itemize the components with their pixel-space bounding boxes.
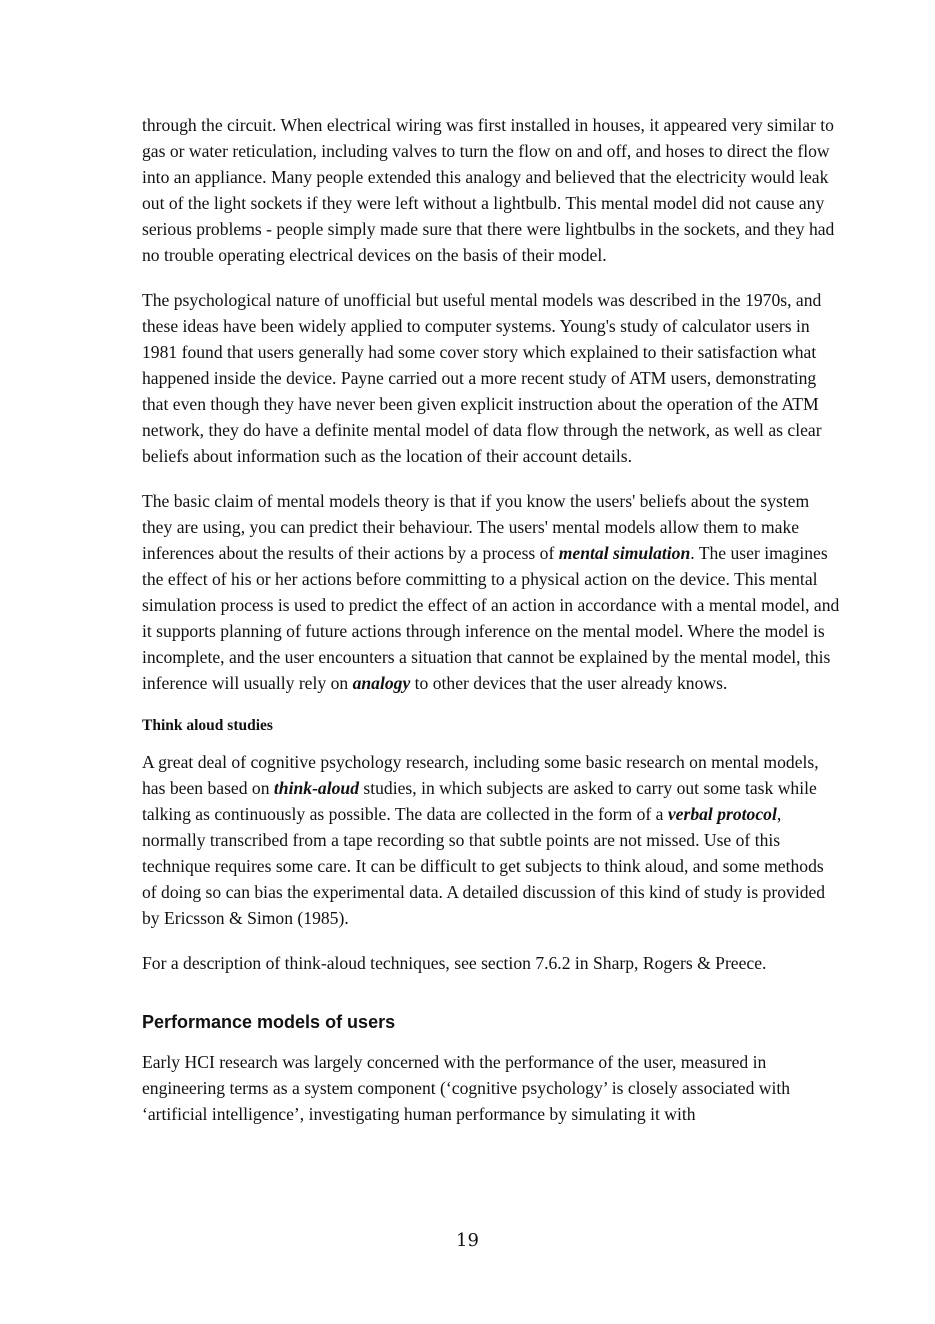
paragraph-text: . The user imagines the effect of his or her actions before committing to a physical action on the device. This mental simulation process is used to predict the effect of an action in accordance with a mental model, and it supports planning of future actions through inference on the mental model. Where the model is incomplete, and the user encounters a situation that cannot be explained by the mental model, this inference will usually rely on — [142, 543, 840, 693]
subheading-think-aloud: Think aloud studies — [142, 717, 273, 734]
paragraph-text: For a description of think-aloud techniques, see section 7.6.2 in Sharp, Rogers & Preece. — [142, 953, 767, 973]
paragraph-text: The psychological nature of unofficial but useful mental models was described in the 1970s, and these ideas have been widely applied to computer systems. Young's study of calculator users in 1981 found that users generally had some cover story which explained to their satisfaction what happened inside the device. Payne carried out a more recent study of ATM users, demonstrating that even though they have never been given explicit instruction about the operation of the ATM network, they do have a definite mental model of data flow through the network, as well as clear beliefs about information such as the location of their account details. — [142, 290, 822, 466]
paragraph-think-aloud — [142, 749, 842, 931]
paragraph-early-hci — [142, 1049, 842, 1127]
section-heading-performance-models: Performance models of users — [142, 1012, 396, 1032]
term-verbal-protocol: verbal protocol — [667, 804, 777, 824]
paragraph-text: Early HCI research was largely concerned with the performance of the user, measured in engineering terms as a system component (‘cognitive psychology’ is closely associated with ‘artificial intelligence’, investigating human performance by simulating it with — [142, 1052, 791, 1124]
paragraph-mental-models-claim — [142, 488, 842, 696]
term-think-aloud: think-aloud — [273, 778, 359, 798]
paragraph-text: A great deal of cognitive psychology research, including some basic research on mental models, has been based on — [142, 752, 819, 798]
paragraph-text: , normally transcribed from a tape recording so that subtle points are not missed. Use of this technique requires some care. It can be difficult to get subjects to think aloud, and some methods of doing so can bias the experimental data. A detailed discussion of this kind of study is provided by Ericsson & Simon (1985). — [142, 804, 826, 928]
paragraph-text: studies, in which subjects are asked to carry out some task while talking as continuously as possible. The data are collected in the form of a — [142, 778, 817, 824]
term-mental-simulation: mental simulation — [558, 543, 691, 563]
page-number: 19 — [456, 1230, 479, 1251]
paragraph-electrical-wiring — [142, 112, 842, 268]
paragraph-mental-models-history — [142, 287, 842, 469]
paragraph-text: The basic claim of mental models theory is that if you know the users' beliefs about the system they are using, you can predict their behaviour. The users' mental models allow them to make inferences about the results of their actions by a process of — [142, 491, 810, 563]
paragraph-text: to other devices that the user already knows. — [410, 673, 728, 693]
paragraph-text: through the circuit. When electrical wiring was first installed in houses, it appeared very similar to gas or water reticulation, including valves to turn the flow on and off, and hoses to direct the flow into an appliance. Many people extended this analogy and believed that the electricity would leak out of the light sockets if they were left without a lightbulb. This mental model did not cause any serious problems - people simply made sure that there were lightbulbs in the sockets, and they had no trouble operating electrical devices on the basis of their model. — [142, 115, 835, 265]
body-text — [142, 112, 842, 1146]
paragraph-reference — [142, 950, 842, 976]
term-analogy: analogy — [352, 673, 411, 693]
